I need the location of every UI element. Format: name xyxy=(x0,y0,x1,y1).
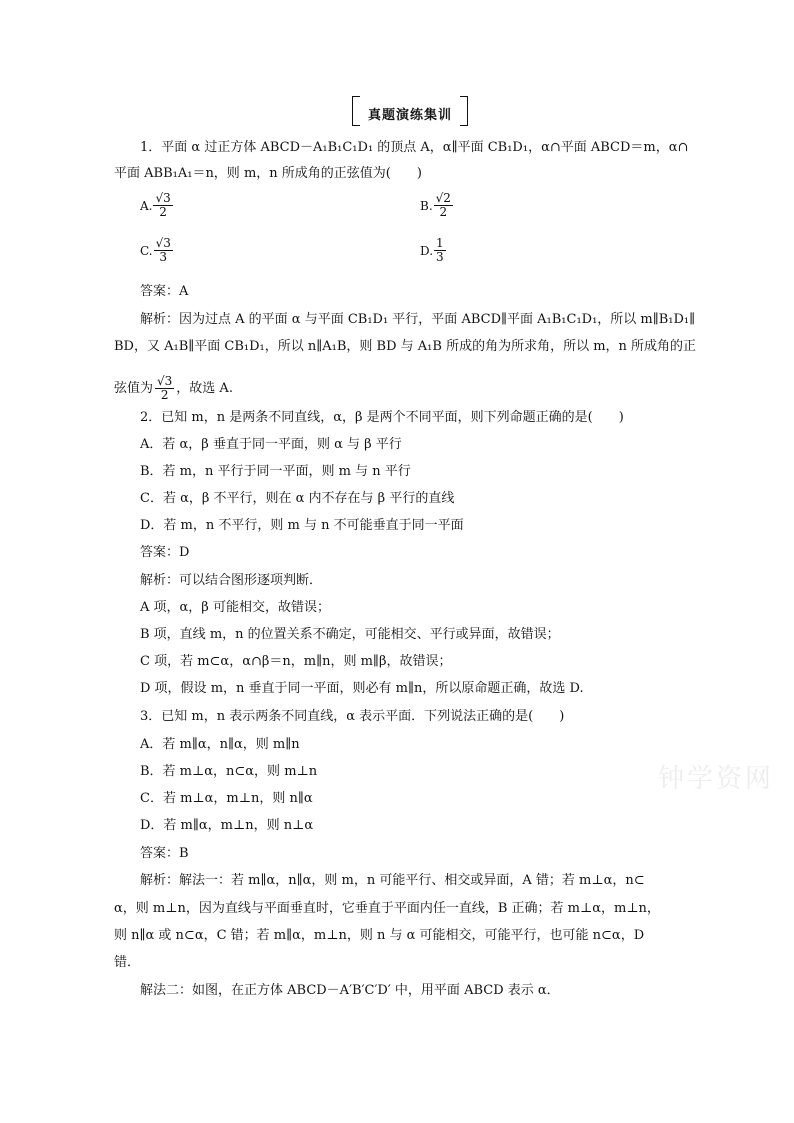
q3-explanation-line1: 解析：解法一：若 m∥α，n∥α，则 m，n 可能平行、相交或异面，A 错；若 m⊥α，n⊂ xyxy=(140,873,645,888)
q2-option-d: D．若 m，n 不平行，则 m 与 n 不可能垂直于同一平面 xyxy=(140,518,464,533)
q1-option-c-num: √3 xyxy=(155,236,171,250)
q1-stem-line2: 平面 ABB₁A₁＝n，则 m，n 所成角的正弦值为( ) xyxy=(114,166,422,181)
q2-answer: 答案：D xyxy=(140,545,190,560)
q2-option-a: A．若 α，β 垂直于同一平面，则 α 与 β 平行 xyxy=(140,437,402,452)
q1-stem-line1: 1．平面 α 过正方体 ABCD－A₁B₁C₁D₁ 的顶点 A，α∥平面 CB₁D₁，α∩平面 ABCD＝m，α∩ xyxy=(140,140,689,155)
right-bracket xyxy=(460,96,468,126)
q3-answer: 答案：B xyxy=(140,846,189,861)
q1-explanation-frac-num: √3 xyxy=(157,374,173,388)
q3-explanation-line4: 错． xyxy=(114,955,141,970)
q2-stem: 2．已知 m，n 是两条不同直线，α，β 是两个不同平面，则下列命题正确的是( ) xyxy=(140,410,624,425)
q3-option-c: C．若 m⊥α，m⊥n，则 n∥α xyxy=(140,791,313,806)
q3-explanation-line2: α，则 m⊥n，因为直线与平面垂直时，它垂直于平面内任一直线，B 正确；若 m⊥α，m⊥n， xyxy=(114,901,660,916)
q3-option-a: A．若 m∥α，n∥α，则 m∥n xyxy=(140,737,300,752)
q3-explanation-line3: 则 n∥α 或 n⊂α，C 错；若 m∥α，m⊥n，则 n 与 α 可能相交，可能平行，也可能 n⊂α，D xyxy=(114,928,645,943)
q1-option-a-num: √3 xyxy=(155,191,171,205)
q1-answer: 答案：A xyxy=(140,284,189,299)
q1-explanation-frac-den: 2 xyxy=(160,388,169,402)
q1-option-a-den: 2 xyxy=(159,205,167,219)
q2-option-b: B．若 m，n 平行于同一平面，则 m 与 n 平行 xyxy=(140,464,411,479)
q2-explanation-a: A 项，α，β 可能相交，故错误； xyxy=(140,600,330,615)
q1-option-b-num: √2 xyxy=(435,191,451,205)
watermark: 钟学资网 xyxy=(658,764,775,794)
q3-explanation-method2: 解法二：如图，在正方体 ABCD－A′B′C′D′ 中，用平面 ABCD 表示 α． xyxy=(140,983,560,998)
q1-explanation-line1: 解析：因为过点 A 的平面 α 与平面 CB₁D₁ 平行，平面 ABCD∥平面 A₁B₁C₁D₁，所以 m∥B₁D₁∥ xyxy=(140,312,696,327)
q3-option-d: D．若 m∥α，m⊥n，则 n⊥α xyxy=(140,818,314,833)
section-title: 真题演练集训 xyxy=(367,108,452,123)
q1-explanation-line3: 弦值为 $\frac{√3}{2}$ ，故选 A. xyxy=(114,374,233,402)
q1-explanation-line2: BD，又 A₁B∥平面 CB₁D₁，所以 n∥A₁B，则 BD 与 A₁B 所成的角为所求角，所以 m，n 所成角的正 xyxy=(114,339,697,354)
q1-option-d-num: 1 xyxy=(436,236,444,250)
q2-option-c: C．若 α，β 不平行，则在 α 内不存在与 β 平行的直线 xyxy=(140,491,455,506)
q1-option-b-den: 2 xyxy=(439,205,448,219)
q3-stem: 3．已知 m，n 表示两条不同直线，α 表示平面．下列说法正确的是( ) xyxy=(140,709,565,724)
q1-option-c: C. $\frac{√3}{3}$ xyxy=(140,236,171,264)
q2-explanation-b: B 项，直线 m，n 的位置关系不确定，可能相交、平行或异面，故错误； xyxy=(140,627,560,642)
q2-explanation-c: C 项，若 m⊂α，α∩β＝n，m∥n，则 m∥β，故错误； xyxy=(140,654,452,669)
q2-explanation: 解析：可以结合图形逐项判断． xyxy=(140,573,323,588)
q1-option-a: A. $\frac{√3}{2}$ xyxy=(140,191,171,219)
q2-explanation-d: D 项，假设 m，n 垂直于同一平面，则必有 m∥n，所以原命题正确，故选 D. xyxy=(140,681,584,696)
q1-option-d: D. $\frac{1}{3}$ xyxy=(420,236,444,264)
q3-option-b: B．若 m⊥α，n⊂α，则 m⊥n xyxy=(140,764,318,779)
q1-option-c-den: 3 xyxy=(159,250,168,264)
section-header xyxy=(352,96,468,126)
q1-option-d-den: 3 xyxy=(436,250,444,264)
q1-option-b: B. $\frac{√2}{2}$ xyxy=(420,191,451,219)
